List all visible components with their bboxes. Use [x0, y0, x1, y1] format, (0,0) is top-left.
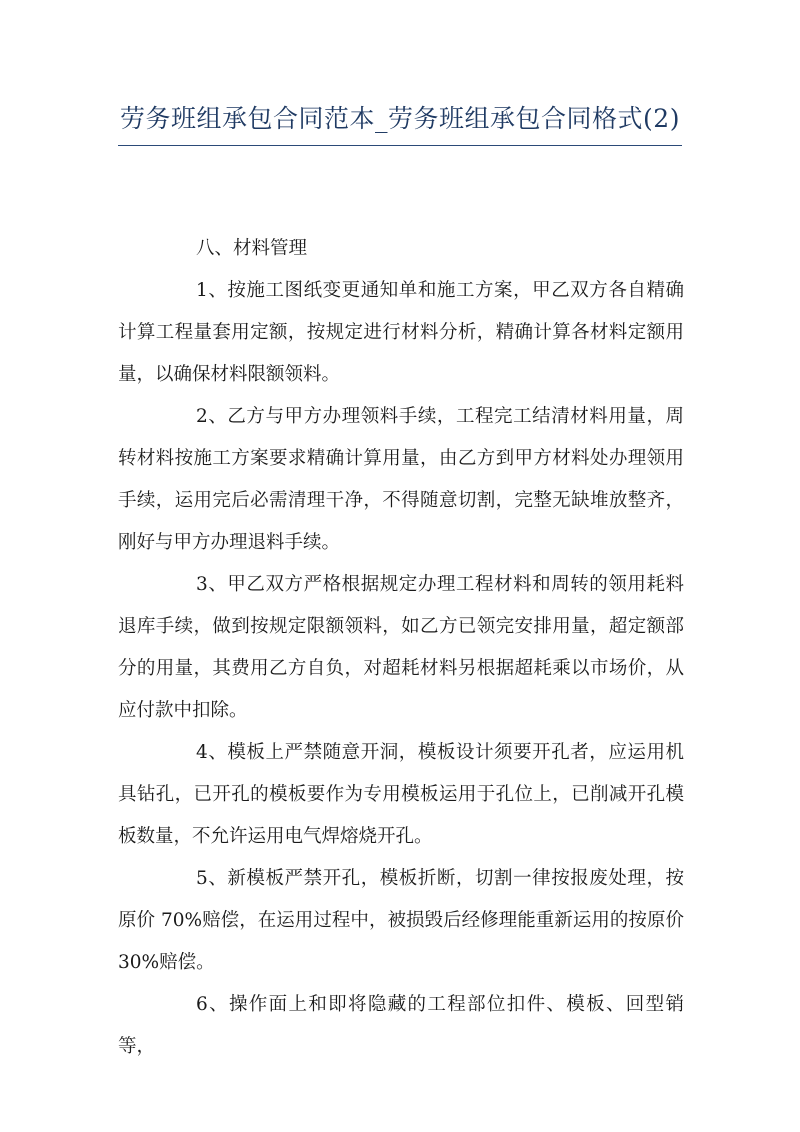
section-heading: 八、材料管理: [196, 238, 308, 259]
paragraph-4: 4、模板上严禁随意开洞，模板设计须要开孔者，应运用机具钻孔，已开孔的模板要作为专用模板运用于孔位上，已削减开孔模板数量，不允许运用电气焊熔烧开孔。: [118, 742, 684, 847]
paragraph-2: 2、乙方与甲方办理领料手续，工程完工结清材料用量，周转材料按施工方案要求精确计算用量，由乙方到甲方材料处办理领用手续，运用完后必需清理干净，不得随意切割，完整无缺堆放整齐，刚好与甲方办理退料手续。: [118, 406, 684, 553]
paragraph-3: 3、甲乙双方严格根据规定办理工程材料和周转的领用耗料退库手续，做到按规定限额领料，如乙方已领完安排用量，超定额部分的用量，其费用乙方自负，对超耗材料另根据超耗乘以市场价，从应付款中扣除。: [118, 574, 684, 721]
paragraph-1: 1、按施工图纸变更通知单和施工方案，甲乙双方各自精确计算工程量套用定额，按规定进行材料分析，精确计算各材料定额用量，以确保材料限额领料。: [118, 280, 684, 385]
title-underline: [118, 145, 682, 146]
document-body: [118, 228, 684, 1068]
document-title: 劳务班组承包合同范本_劳务班组承包合同格式(2): [120, 104, 680, 133]
paragraph-6: 6、操作面上和即将隐藏的工程部位扣件、模板、回型销等，: [118, 994, 684, 1057]
paragraph-5: 5、新模板严禁开孔，模板折断，切割一律按报废处理，按原价 70%赔偿，在运用过程中，被损毁后经修理能重新运用的按原价 30%赔偿。: [118, 868, 684, 973]
